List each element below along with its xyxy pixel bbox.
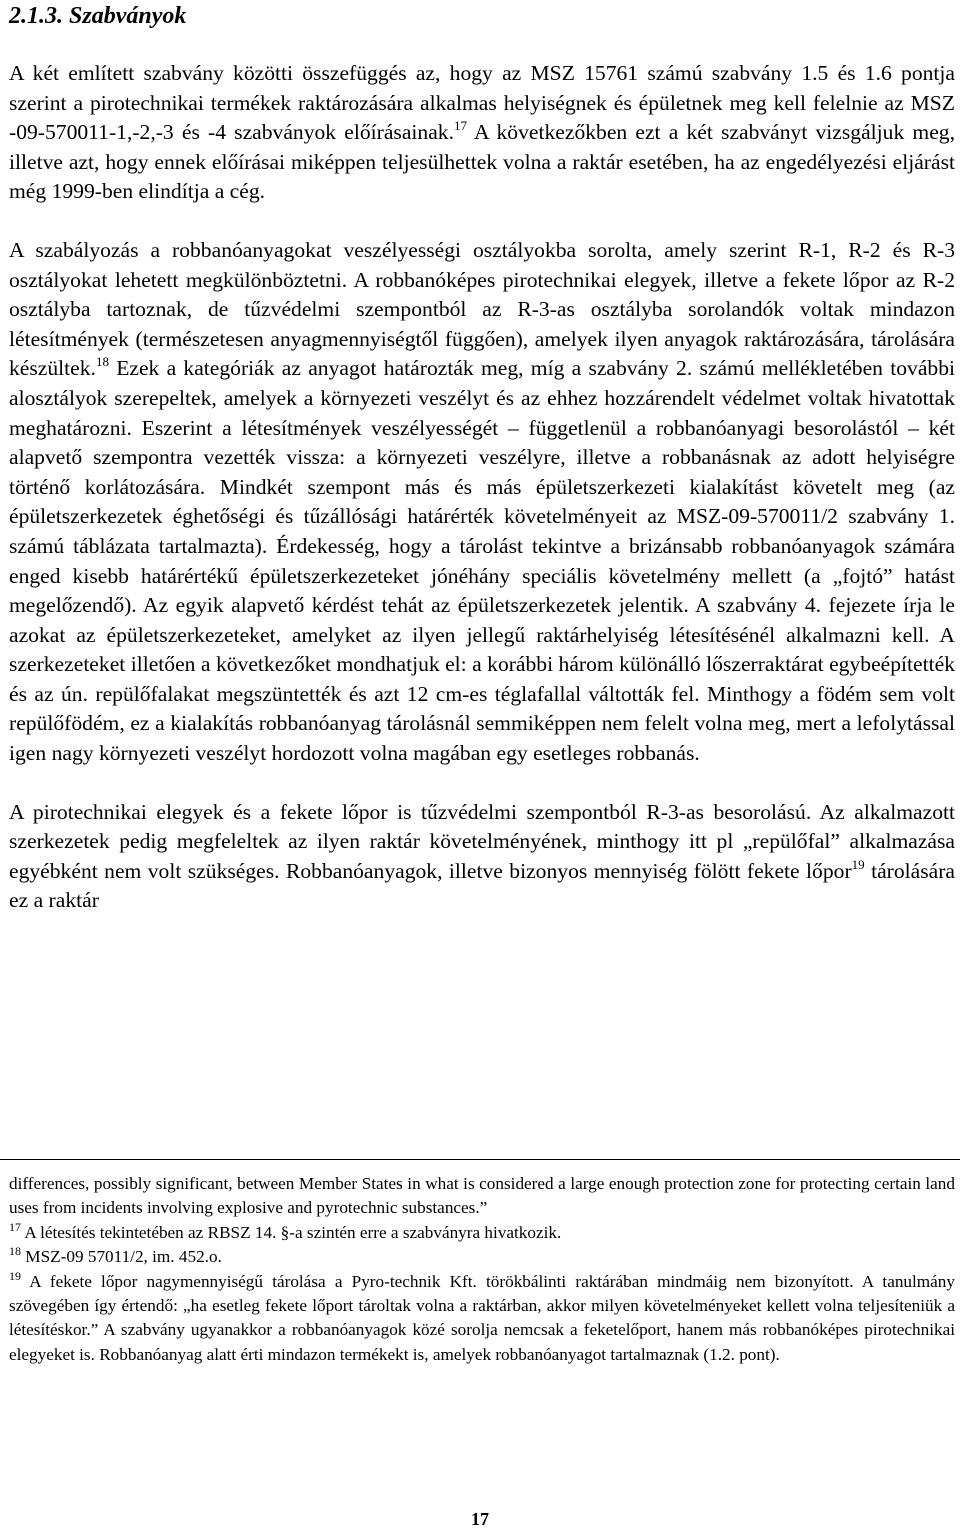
- paragraph-text: A szabályozás a robbanóanyagokat veszélyességi osztályokba sorolta, amely szerint R-1, R-2 és R-3 osztályokat lehetett megkülönböztetni. A robbanóképes pirotechnikai elegyek, illetve a fekete lőpor az R-2 osztályba tartoznak, de tűzvédelmi szempontból az R-3-as osztályba sorolandók voltak mindazon létesítmények (természetesen anyagmennyiségtől függően), amelyek ilyen anyagok raktározására, tárolására készültek.: [9, 237, 955, 381]
- footnote-number: 17: [9, 1219, 21, 1234]
- paragraph-hazard-classes: [9, 236, 955, 769]
- paragraph-standards-relation: [9, 59, 955, 207]
- paragraph-text: A pirotechnikai elegyek és a fekete lőpor is tűzvédelmi szempontból R-3-as besorolású. Az alkalmazott szerkezetek pedig megfeleltek az ilyen raktár követelményének, minthogy itt pl „repülőfal” alkalmazása egyébként nem volt szükséges. Robbanóanyagok, illetve bizonyos mennyiség fölött fekete lőpor: [9, 799, 955, 883]
- footnote-number: 18: [9, 1244, 21, 1259]
- paragraph-text: Ezek a kategóriák az anyagot határozták meg, míg a szabvány 2. számú mellékletében további alosztályok szerepeltek, amelyek a környezeti veszélyt és az ehhez hozzárendelt védelmet voltak hivatottak meghatározni. Eszerint a létesítmények veszélyességét – függetlenül a robbanóanyagi besorolástól – két alapvető szempontra vezették vissza: a környezeti veszélyre, illetve a robbanásnak az adott helyiségre történő korlátozására. Mindkét szempont más és más épületszerkezeti kialakítást követelt meg (az épületszerkezetek éghetőségi és tűzállósági határérték követelményeit az MSZ-09-570011/2 szabvány 1. számú táblázata tartalmazta). Érdekesség, hogy a tárolást tekintve a brizánsabb robbanóanyagok számára enged kisebb határértékű épületszerkezeteket jónéhány speciális követelmény mellett (a „fojtó” hatást megelőzendő). Az egyik alapvető kérdést tehát az épületszerkezetek jelentik. A szabvány 4. fejezete írja le azokat az épületszerkezeteket, amelyket az ilyen jellegű raktárhelyiség létesítésénél alkalmazni kell. A szerkezeteket illetően a következőket mondhatjuk el: a korábbi három különálló lőszerraktárat egybeépítették és az ún. repülőfalakat megszüntették és azt 12 cm-es téglafallal váltották fel. Minthogy a födém sem volt repülőfödém, ez a kialakítás robbanóanyag tárolásnál semmiképpen nem felelt volna meg, mert a lefolytással igen nagy környezeti veszélyt hordozott volna magában egy esetleges robbanás.: [9, 356, 955, 766]
- footnote-text: A létesítés tekintetében az RBSZ 14. §-a szintén erre a szabványra hivatkozik.: [21, 1222, 562, 1242]
- footnote-text: MSZ-09 57011/2, im. 452.o.: [21, 1247, 222, 1267]
- page-number: 17: [471, 1509, 489, 1529]
- footnote-17: [9, 1221, 955, 1245]
- footnote-ref-18[interactable]: 18: [95, 354, 109, 370]
- paragraph-pyrotechnic-classification: [9, 798, 955, 916]
- footnotes: [9, 1172, 955, 1367]
- footnote-ref-19[interactable]: 19: [851, 856, 865, 872]
- footnote-continuation: differences, possibly significant, between Member States in what is considered a large enough protection zone for protecting certain land uses from incidents involving explosive and pyrotechnic substances.”: [9, 1174, 955, 1218]
- paragraph-text: A következőkben ezt a két szabványt vizsgáljuk meg, illetve azt, hogy ennek előírásai miképpen teljesülhettek volna a raktár esetében, ha az engedélyezési eljárást még 1999-ben elindítja a cég.: [9, 120, 955, 204]
- paragraph-text: A két említett szabvány közötti összefüggés az, hogy az MSZ 15761 számú szabvány 1.5 és 1.6 pontja szerint a pirotechnikai termékek raktározására alkalmas helyiségnek és épületnek meg kell felelnie az MSZ -09-570011-1,-2,-3 és -4 szabványok előírásainak.: [9, 61, 955, 145]
- footnote-separator: [0, 1159, 960, 1160]
- footnote-text: A fekete lőpor nagymennyiségű tárolása a Pyro-technik Kft. törökbálinti raktárában mindmáig nem bizonyított. A tanulmány szövegében így értendő: „ha esetleg fekete lőport tároltak volna a raktárban, akkor milyen követelményeket kellett volna teljesíteniük a létesítéskor.” A szabvány ugyanakkor a robbanóanyagok közé sorolja nemcsak a feketelőport, hanem más robbanóképes pirotechnikai elegyeket is. Robbanóanyag alatt érti mindazon termékekt is, amelyek robbanóanyagot tartalmaznak (1.2. pont).: [9, 1271, 955, 1364]
- paragraph-text: tárolására ez a raktár: [9, 858, 955, 913]
- footnote-18: [9, 1245, 955, 1269]
- page-body: [9, 0, 955, 916]
- footnote-ref-17[interactable]: 17: [453, 118, 467, 134]
- footnote-19: [9, 1270, 955, 1368]
- footnote-number: 19: [9, 1268, 21, 1283]
- section-heading: 2.1.3. Szabványok: [9, 3, 187, 29]
